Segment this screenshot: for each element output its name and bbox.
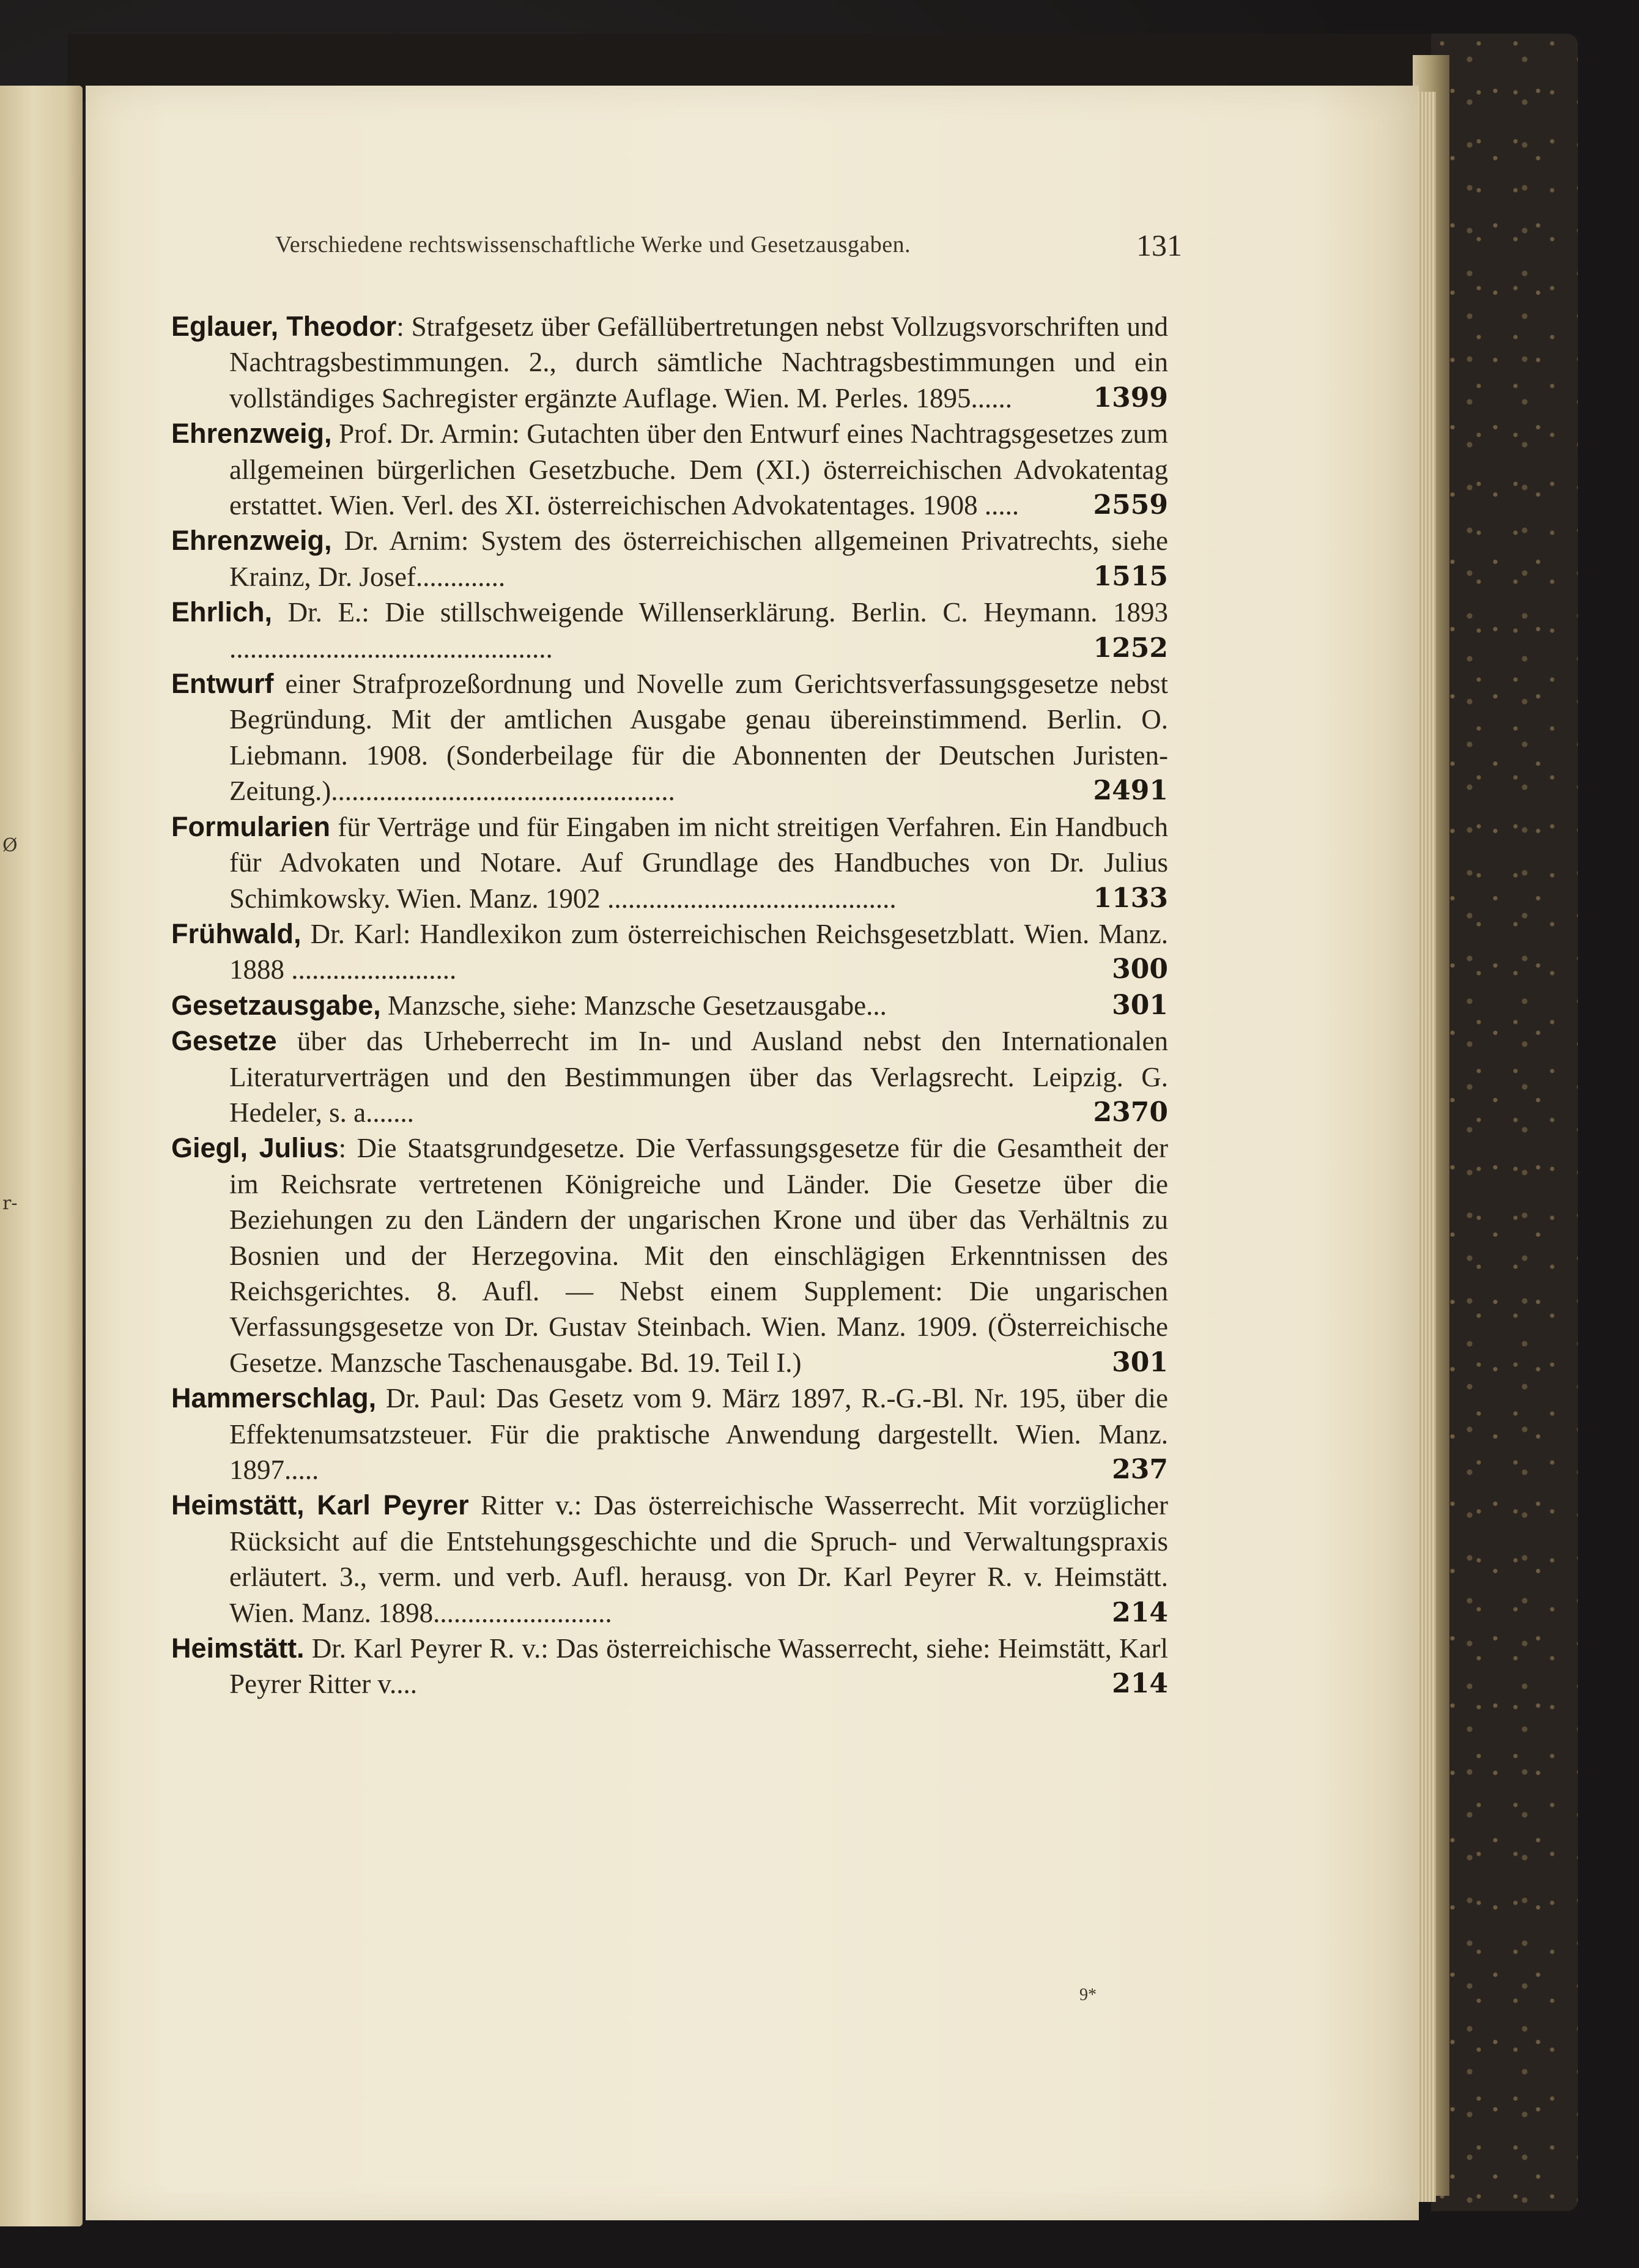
entry-number: 1515 [1093,560,1168,592]
entry-number: 237 [1112,1454,1168,1485]
left-page-mark: Ø [2,835,18,856]
entry-entwurf [171,666,1168,809]
entry-heading: Ehrenzweig, [171,525,332,557]
entry-number: 1399 [1093,382,1168,413]
left-facing-page [0,86,83,2226]
entry-heimstaett-karl [171,1488,1168,1631]
entry-text: einer Strafprozeßordnung und Novelle zum Gerichtsverfassungsgesetze nebst Begründung. Mit der amtlichen Ausgabe genau übereinstimmend. Berlin. O. Liebmann. 1908. (Sonderbeilage für die Abonnenten der Deutschen Juristen-Zeitung.).................................................. [229,669,1168,807]
entry-ehrenzweig-armin [171,416,1168,523]
entry-heading: Ehrenzweig, [171,418,332,450]
entry-number: 301 [1112,1346,1168,1378]
entry-giegl [171,1130,1168,1380]
entry-heading: Giegl, Julius [171,1132,339,1164]
entry-text: Dr. Paul: Das Gesetz vom 9. März 1897, R.-G.-Bl. Nr. 195, über die Effektenumsatzsteuer. Für die praktische Anwendung dargestellt. Wien. Manz. 1897..... [229,1383,1168,1485]
entry-text: : Die Staatsgrundgesetze. Die Verfassungsgesetze für die Gesamtheit der im Reichsrate vertretenen Königreiche und Länder. Die Gesetze über die Beziehungen zu den Ländern der ungarischen Krone und über das Verhältnis zu Bosnien und der Herzegovina. Mit den einschlägigen Erkenntnissen des Reichsgerichtes. 8. Aufl. — Nebst einem Supplement: Die ungarischen Verfassungsgesetze von Dr. Gustav Steinbach. Wien. Manz. 1909. (Österreichische Gesetze. Manzsche Taschenausgabe. Bd. 19. Teil I.) [229,1133,1169,1378]
entry-list [171,309,1168,1702]
entry-text: Prof. Dr. Armin: Gutachten über den Entwurf eines Nachtragsgesetzes zum allgemeinen bürgerlichen Gesetzbuche. Dem (XI.) österreichischen Advokatentag erstattet. Wien. Verl. des XI. österreichischen Advokatentages. 1908 ..... [229,418,1168,521]
entry-heading: Ehrlich, [171,596,273,628]
entry-heading: Heimstätt, Karl Peyrer [171,1489,469,1521]
entry-fruehwald [171,916,1168,988]
entry-text: : Strafgesetz über Gefällübertretungen nebst Vollzugsvorschriften und Nachtragsbestimmungen. 2., durch sämtliche Nachtragsbestimmungen und ein vollständiges Sachregister ergänzte Auflage. Wien. M. Perles. 1895...... [229,311,1168,413]
entry-heimstaett-dr [171,1631,1168,1702]
entry-text: für Verträge und für Eingaben im nicht streitigen Verfahren. Ein Handbuch für Advokaten und Notare. Auf Grundlage des Handbuches von Dr. Julius Schimkowsky. Wien. Manz. 1902 .......................................... [229,811,1168,914]
entry-text: Dr. Karl: Handlexikon zum österreichischen Reichsgesetzblatt. Wien. Manz. 1888 ........................ [229,918,1168,985]
entry-ehrenzweig-arnim [171,523,1168,595]
entry-hammerschlag [171,1380,1168,1488]
entry-gesetze [171,1023,1168,1130]
entry-number: 1252 [1093,632,1168,664]
entry-heading: Gesetzausgabe, [171,989,381,1021]
entry-text: Dr. Karl Peyrer R. v.: Das österreichische Wasserrecht, siehe: Heimstätt, Karl Peyrer Ritter v.... [229,1633,1168,1700]
running-title: Verschiedene rechtswissenschaftliche Werke und Gesetzausgaben. [275,232,911,258]
entry-number: 2491 [1093,775,1168,807]
entry-number: 301 [1112,989,1168,1021]
page-edges [1418,92,1436,2202]
entry-number: 2370 [1093,1096,1168,1128]
entry-formularien [171,809,1168,916]
entry-number: 2559 [1093,489,1168,521]
entry-heading: Gesetze [171,1025,277,1057]
entry-heading: Heimstätt. [171,1632,305,1664]
entry-number: 214 [1112,1668,1168,1700]
signature-mark: 9* [1079,1985,1097,2004]
entry-number: 1133 [1093,882,1168,914]
entry-text: Dr. Arnim: System des österreichischen allgemeinen Privatrechts, siehe Krainz, Dr. Josef............. [229,525,1168,592]
left-page-mark: r- [2,1193,18,1214]
book-binding [1431,34,1578,2211]
entry-number: 214 [1112,1596,1168,1628]
entry-text: über das Urheberrecht im In- und Ausland nebst den Internationalen Literaturverträgen und den Bestimmungen über das Verlagsrecht. Leipzig. G. Hedeler, s. a....... [229,1026,1168,1128]
entry-heading: Eglauer, Theodor [171,311,397,342]
entry-text: Ritter v.: Das österreichische Wasserrecht. Mit vorzüglicher Rücksicht auf die Entstehungsgeschichte und die Spruch- und Verwaltungspraxis erläutert. 3., verm. und verb. Aufl. herausg. von Dr. Karl Peyrer R. v. Heimstätt. Wien. Manz. 1898.......................... [229,1490,1168,1628]
entry-heading: Formularien [171,810,331,842]
entry-number: 300 [1112,954,1168,985]
entry-heading: Entwurf [171,668,274,700]
entry-gesetzausgabe [171,988,1168,1023]
entry-heading: Frühwald, [171,917,302,949]
page-number: 131 [1136,228,1182,262]
entry-ehrlich [171,595,1168,666]
entry-text: Manzsche, siehe: Manzsche Gesetzausgabe... [380,990,887,1021]
entry-eglauer [171,309,1168,416]
entry-text: Dr. E.: Die stillschweigende Willenserklärung. Berlin. C. Heymann. 1893 ............................................... [229,597,1168,664]
entry-heading: Hammerschlag, [171,1382,377,1414]
